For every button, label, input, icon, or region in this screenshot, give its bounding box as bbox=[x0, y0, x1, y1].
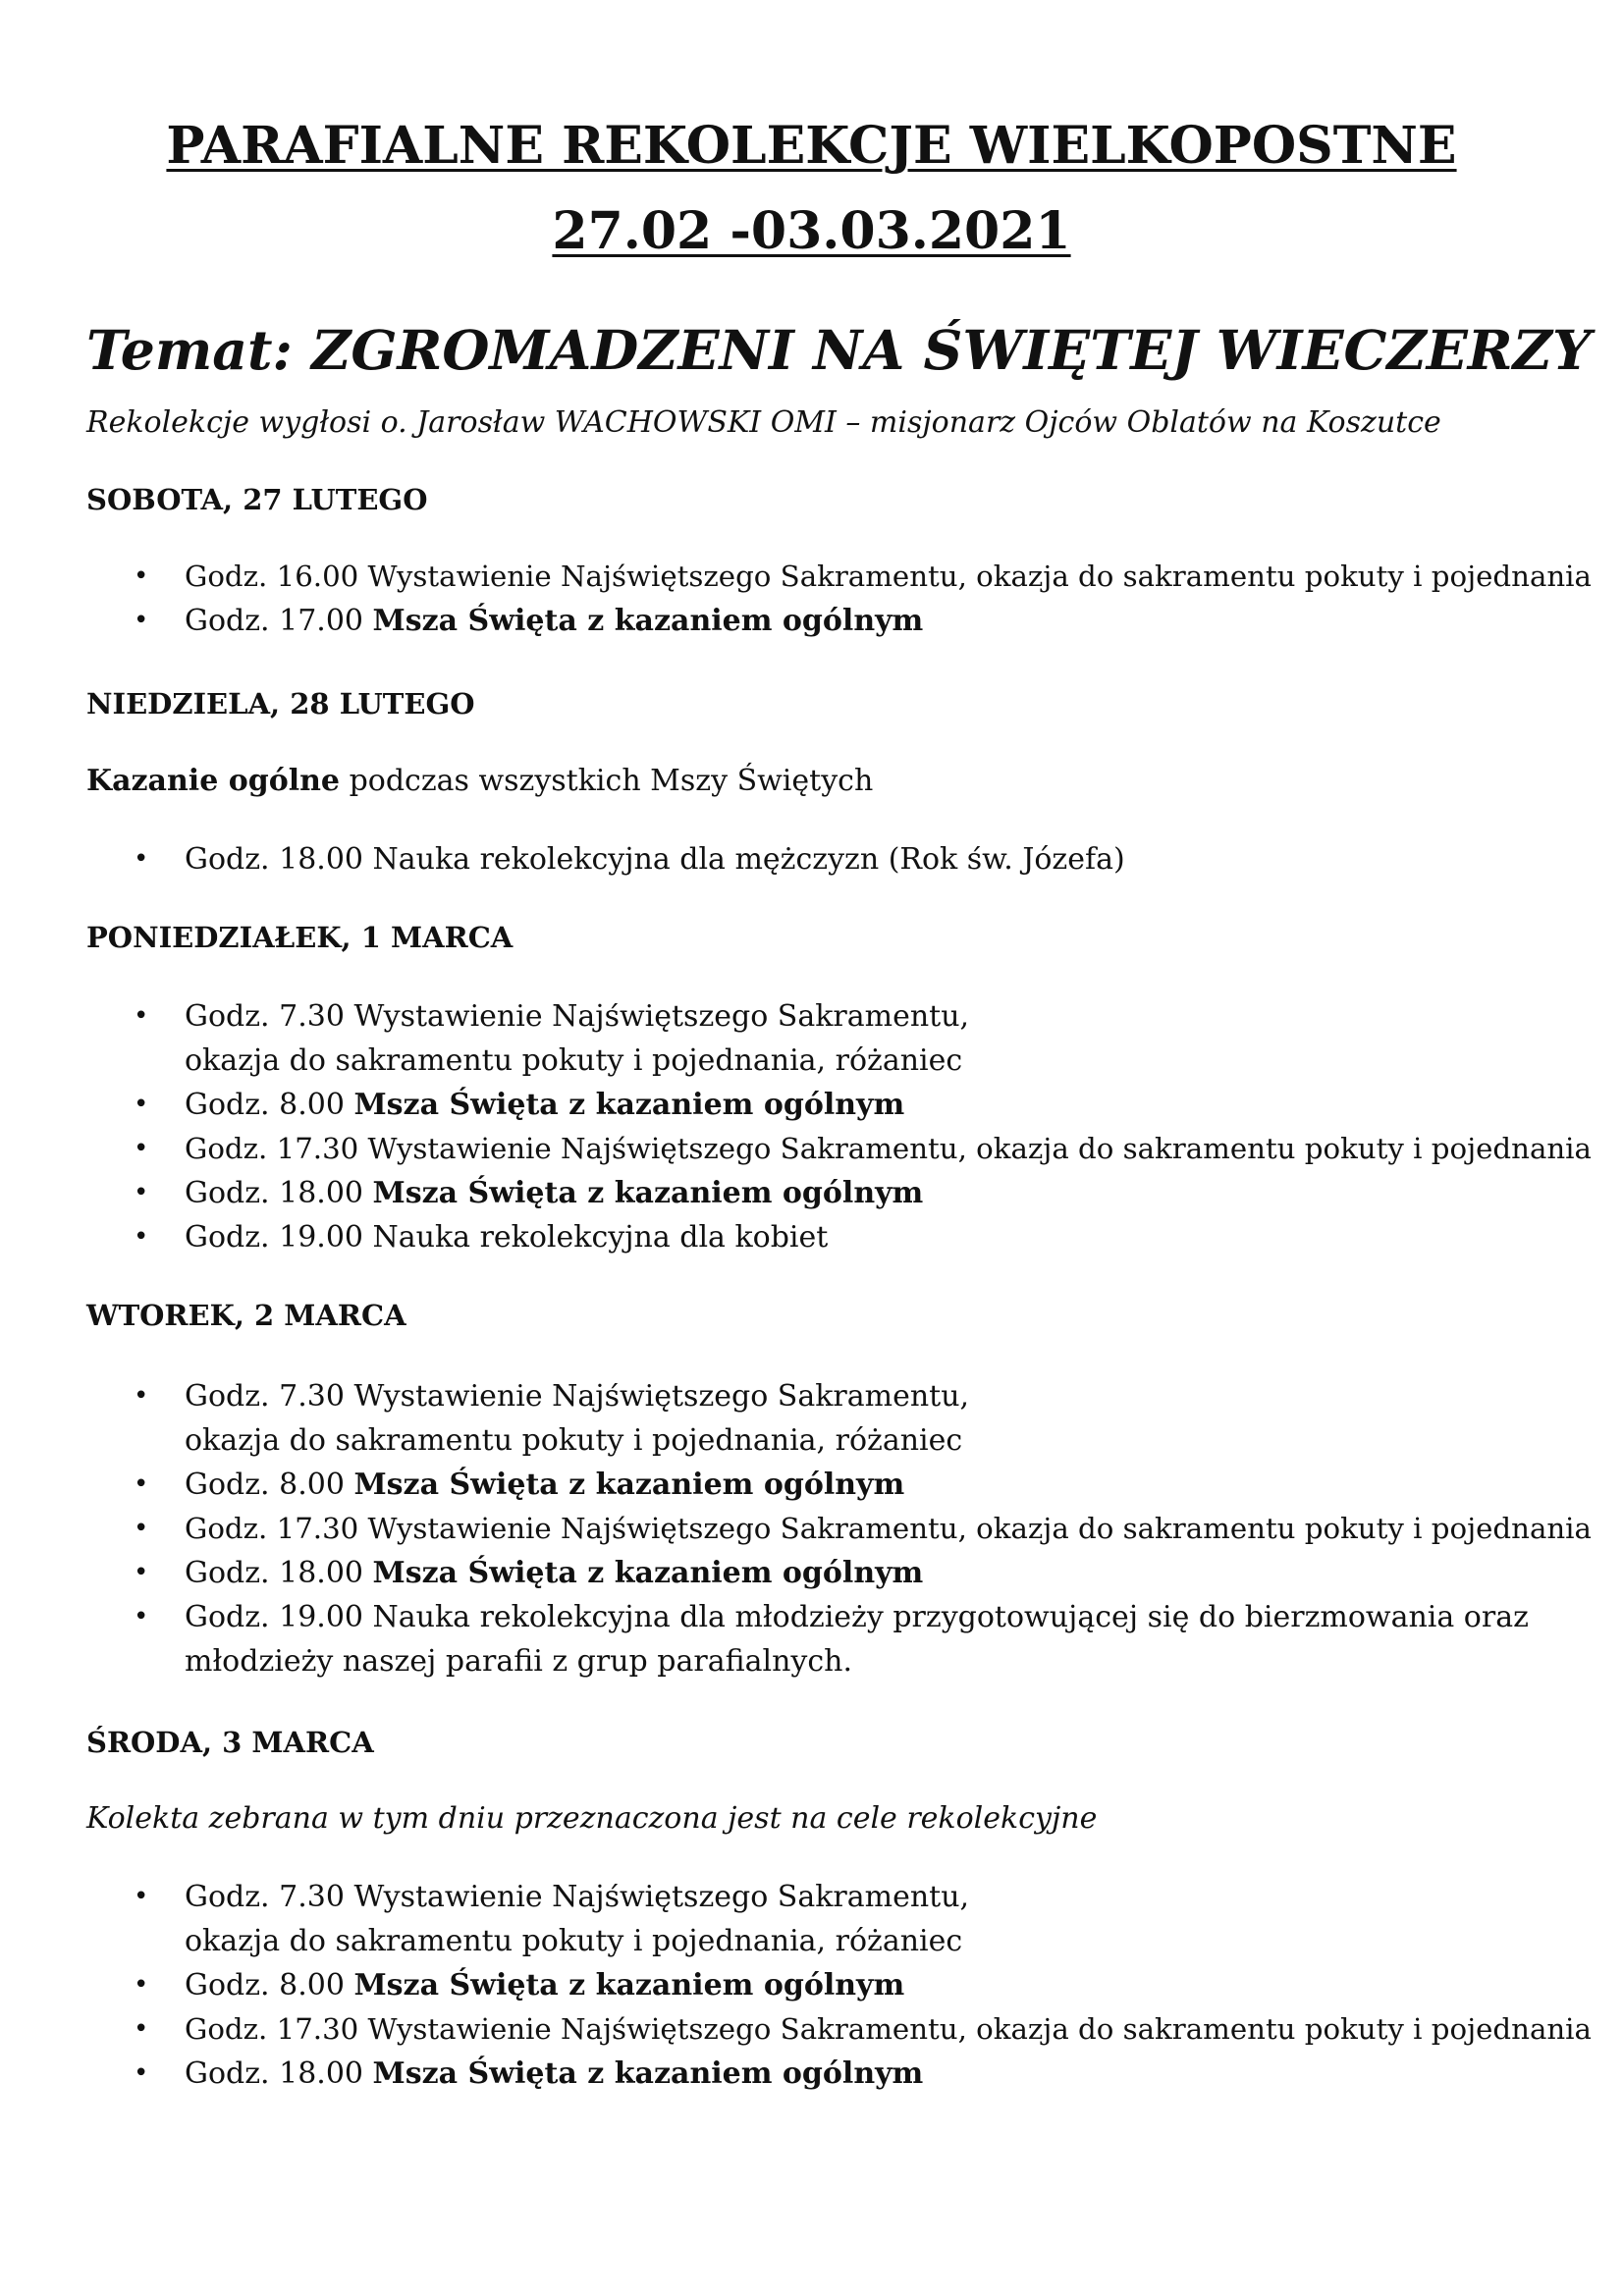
item-text-line2: okazja do sakramentu pokuty i pojednania, różaniec bbox=[185, 1423, 963, 1458]
bullet-icon: • bbox=[134, 606, 149, 635]
item-text: Godz. 18.00 bbox=[185, 1176, 373, 1210]
item-text: Godz. 17.30 Wystawienie Najświętszego Sakramentu, okazja do sakramentu pokuty i pojednania bbox=[185, 1132, 1592, 1165]
item-text: Godz. 16.00 Wystawienie Najświętszego Sakramentu, okazja do sakramentu pokuty i pojednania bbox=[185, 560, 1592, 593]
document-title: PARAFIALNE REKOLEKCJE WIELKOPOSTNE bbox=[166, 116, 1457, 176]
item-text: Godz. 18.00 Nauka rekolekcyjna dla mężczyzn (Rok św. Józefa) bbox=[185, 842, 1125, 877]
note-text: podczas wszystkich Mszy Świętych bbox=[340, 764, 874, 798]
item-text-bold: Msza Święta z kazaniem ogólnym bbox=[372, 1176, 924, 1210]
item-text-bold: Msza Święta z kazaniem ogólnym bbox=[372, 1556, 924, 1590]
document-dates: 27.02 -03.03.2021 bbox=[552, 201, 1071, 261]
bullet-icon: • bbox=[134, 1222, 149, 1252]
bullet-icon: • bbox=[134, 561, 149, 591]
item-text: Godz. 7.30 Wystawienie Najświętszego Sakramentu, bbox=[185, 999, 970, 1034]
item-text: Godz. 7.30 Wystawienie Najświętszego Sakramentu, bbox=[185, 1379, 970, 1414]
bullet-icon: • bbox=[134, 1602, 149, 1631]
item-text: Godz. 17.30 Wystawienie Najświętszego Sakramentu, okazja do sakramentu pokuty i pojednania bbox=[185, 1512, 1592, 1545]
item-text: Godz. 17.00 bbox=[185, 604, 373, 638]
item-text: Godz. 8.00 bbox=[185, 1968, 354, 2002]
item-text-bold: Msza Święta z kazaniem ogólnym bbox=[353, 1468, 905, 1502]
day-heading-saturday: SOBOTA, 27 LUTEGO bbox=[86, 483, 428, 516]
bullet-icon: • bbox=[134, 1134, 149, 1163]
item-text: Godz. 8.00 bbox=[185, 1468, 354, 1502]
bullet-icon: • bbox=[134, 1381, 149, 1411]
preacher-line: Rekolekcje wygłosi o. Jarosław WACHOWSKI OMI – misjonarz Ojców Oblatów na Koszutce bbox=[86, 405, 1441, 440]
bullet-icon: • bbox=[134, 1090, 149, 1119]
bullet-icon: • bbox=[134, 1178, 149, 1207]
day-note: Kolekta zebrana w tym dniu przeznaczona jest na cele rekolekcyjne bbox=[86, 1801, 1098, 1836]
theme-heading: Temat: ZGROMADZENI NA ŚWIĘTEJ WIECZERZY bbox=[86, 319, 1592, 383]
bullet-icon: • bbox=[134, 1882, 149, 1911]
item-text-line2: młodzieży naszej parafii z grup parafialnych. bbox=[185, 1644, 853, 1679]
item-text: Godz. 17.30 Wystawienie Najświętszego Sakramentu, okazja do sakramentu pokuty i pojednania bbox=[185, 2012, 1592, 2046]
item-text-bold: Msza Święta z kazaniem ogólnym bbox=[353, 1088, 905, 1122]
bullet-icon: • bbox=[134, 1001, 149, 1031]
item-text-line2: okazja do sakramentu pokuty i pojednania, różaniec bbox=[185, 1924, 963, 1958]
day-heading-monday: PONIEDZIAŁEK, 1 MARCA bbox=[86, 921, 514, 954]
item-text-bold: Msza Święta z kazaniem ogólnym bbox=[353, 1968, 905, 2002]
bullet-icon: • bbox=[134, 2014, 149, 2044]
day-heading-wednesday: ŚRODA, 3 MARCA bbox=[86, 1726, 374, 1759]
bullet-icon: • bbox=[134, 844, 149, 874]
day-heading-sunday: NIEDZIELA, 28 LUTEGO bbox=[86, 687, 475, 721]
bullet-icon: • bbox=[134, 1514, 149, 1543]
item-text-bold: Msza Święta z kazaniem ogólnym bbox=[372, 604, 924, 638]
item-text: Godz. 8.00 bbox=[185, 1088, 354, 1122]
item-text: Godz. 19.00 Nauka rekolekcyjna dla młodzieży przygotowującej się do bierzmowania oraz bbox=[185, 1600, 1529, 1634]
bullet-icon: • bbox=[134, 1558, 149, 1587]
item-text: Godz. 19.00 Nauka rekolekcyjna dla kobiet bbox=[185, 1220, 829, 1255]
day-note bbox=[86, 764, 873, 798]
item-text: Godz. 18.00 bbox=[185, 2056, 373, 2091]
day-heading-tuesday: WTOREK, 2 MARCA bbox=[86, 1299, 406, 1332]
item-text: Godz. 18.00 bbox=[185, 1556, 373, 1590]
bullet-icon: • bbox=[134, 1970, 149, 2000]
item-text-line2: okazja do sakramentu pokuty i pojednania, różaniec bbox=[185, 1043, 963, 1078]
item-text-bold: Msza Święta z kazaniem ogólnym bbox=[372, 2056, 924, 2091]
item-text: Godz. 7.30 Wystawienie Najświętszego Sakramentu, bbox=[185, 1880, 970, 1914]
note-bold: Kazanie ogólne bbox=[86, 764, 341, 798]
bullet-icon: • bbox=[134, 2058, 149, 2088]
bullet-icon: • bbox=[134, 1469, 149, 1499]
